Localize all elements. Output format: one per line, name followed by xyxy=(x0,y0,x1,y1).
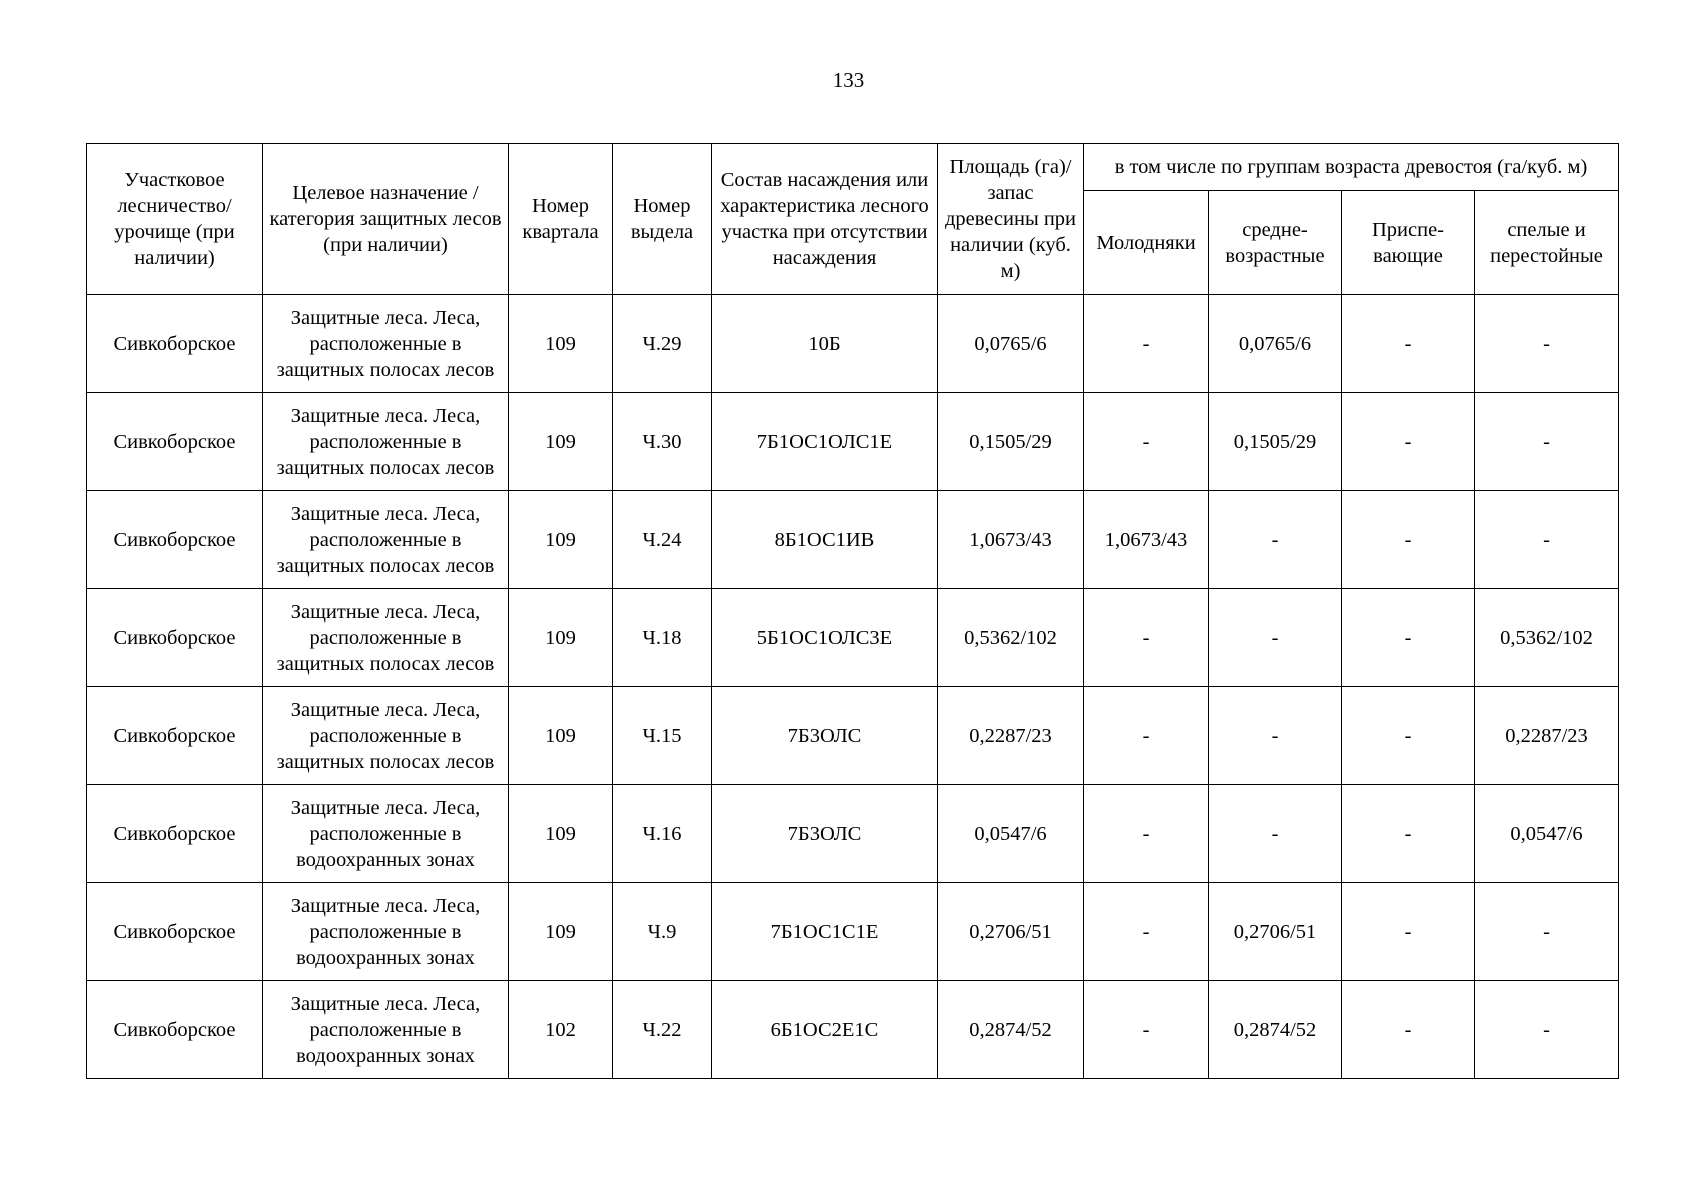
cell-purpose: Защитные леса. Леса, расположенные в защитных полосах лесов xyxy=(263,393,509,491)
cell-area: 0,2287/23 xyxy=(938,687,1084,785)
cell-young: - xyxy=(1084,883,1209,981)
cell-young: - xyxy=(1084,393,1209,491)
cell-purpose: Защитные леса. Леса, расположенные в защитных полосах лесов xyxy=(263,491,509,589)
cell-purpose: Защитные леса. Леса, расположенные в водоохранных зонах xyxy=(263,883,509,981)
cell-allotment: Ч.18 xyxy=(613,589,712,687)
cell-purpose: Защитные леса. Леса, расположенные в водоохранных зонах xyxy=(263,785,509,883)
cell-composition: 5Б1ОС1ОЛС3Е xyxy=(712,589,938,687)
cell-young: 1,0673/43 xyxy=(1084,491,1209,589)
cell-composition: 10Б xyxy=(712,295,938,393)
page-number: 133 xyxy=(832,68,865,92)
cell-quarter: 102 xyxy=(509,981,613,1079)
cell-district: Сивкоборское xyxy=(87,295,263,393)
header-mature: спелые и перестойные xyxy=(1475,191,1619,295)
cell-quarter: 109 xyxy=(509,491,613,589)
cell-premature: - xyxy=(1342,785,1475,883)
cell-middle: - xyxy=(1209,491,1342,589)
cell-quarter: 109 xyxy=(509,785,613,883)
cell-area: 1,0673/43 xyxy=(938,491,1084,589)
cell-allotment: Ч.9 xyxy=(613,883,712,981)
cell-area: 0,0765/6 xyxy=(938,295,1084,393)
cell-allotment: Ч.24 xyxy=(613,491,712,589)
table-row xyxy=(87,981,1619,1079)
header-quarter: Номер квартала xyxy=(509,144,613,295)
cell-premature: - xyxy=(1342,981,1475,1079)
cell-composition: 7Б3ОЛС xyxy=(712,687,938,785)
cell-middle: 0,2874/52 xyxy=(1209,981,1342,1079)
cell-premature: - xyxy=(1342,491,1475,589)
cell-premature: - xyxy=(1342,589,1475,687)
cell-district: Сивкоборское xyxy=(87,785,263,883)
cell-area: 0,1505/29 xyxy=(938,393,1084,491)
cell-young: - xyxy=(1084,687,1209,785)
table-row xyxy=(87,687,1619,785)
cell-young: - xyxy=(1084,295,1209,393)
cell-quarter: 109 xyxy=(509,393,613,491)
header-composition: Состав насаждения или характеристика лесного участка при отсутствии насаждения xyxy=(712,144,938,295)
cell-area: 0,0547/6 xyxy=(938,785,1084,883)
cell-composition: 7Б3ОЛС xyxy=(712,785,938,883)
cell-allotment: Ч.16 xyxy=(613,785,712,883)
header-age-groups: в том числе по группам возраста древостоя (га/куб. м) xyxy=(1084,144,1619,191)
cell-young: - xyxy=(1084,981,1209,1079)
header-allotment: Номер выдела xyxy=(613,144,712,295)
cell-quarter: 109 xyxy=(509,687,613,785)
cell-purpose: Защитные леса. Леса, расположенные в водоохранных зонах xyxy=(263,981,509,1079)
cell-composition: 7Б1ОС1ОЛС1Е xyxy=(712,393,938,491)
cell-district: Сивкоборское xyxy=(87,491,263,589)
header-young: Молодняки xyxy=(1084,191,1209,295)
cell-mature: - xyxy=(1475,393,1619,491)
cell-young: - xyxy=(1084,785,1209,883)
cell-mature: 0,2287/23 xyxy=(1475,687,1619,785)
cell-middle: - xyxy=(1209,785,1342,883)
cell-allotment: Ч.22 xyxy=(613,981,712,1079)
cell-mature: - xyxy=(1475,295,1619,393)
cell-mature: 0,5362/102 xyxy=(1475,589,1619,687)
header-premature: Приспе-вающие xyxy=(1342,191,1475,295)
cell-allotment: Ч.29 xyxy=(613,295,712,393)
cell-district: Сивкоборское xyxy=(87,687,263,785)
cell-mature: - xyxy=(1475,981,1619,1079)
cell-district: Сивкоборское xyxy=(87,883,263,981)
cell-middle: - xyxy=(1209,687,1342,785)
cell-composition: 6Б1ОС2Е1С xyxy=(712,981,938,1079)
cell-area: 0,2874/52 xyxy=(938,981,1084,1079)
cell-district: Сивкоборское xyxy=(87,393,263,491)
cell-allotment: Ч.15 xyxy=(613,687,712,785)
header-middle: средне-возрастные xyxy=(1209,191,1342,295)
table-row xyxy=(87,883,1619,981)
table-row xyxy=(87,393,1619,491)
cell-mature: 0,0547/6 xyxy=(1475,785,1619,883)
cell-district: Сивкоборское xyxy=(87,981,263,1079)
cell-young: - xyxy=(1084,589,1209,687)
cell-middle: 0,0765/6 xyxy=(1209,295,1342,393)
cell-mature: - xyxy=(1475,883,1619,981)
cell-premature: - xyxy=(1342,687,1475,785)
cell-middle: 0,1505/29 xyxy=(1209,393,1342,491)
cell-middle: - xyxy=(1209,589,1342,687)
table-row xyxy=(87,785,1619,883)
cell-quarter: 109 xyxy=(509,883,613,981)
header-purpose: Целевое назначение / категория защитных лесов (при наличии) xyxy=(263,144,509,295)
cell-mature: - xyxy=(1475,491,1619,589)
cell-quarter: 109 xyxy=(509,589,613,687)
cell-purpose: Защитные леса. Леса, расположенные в защитных полосах лесов xyxy=(263,295,509,393)
cell-middle: 0,2706/51 xyxy=(1209,883,1342,981)
cell-composition: 8Б1ОС1ИВ xyxy=(712,491,938,589)
cell-purpose: Защитные леса. Леса, расположенные в защитных полосах лесов xyxy=(263,687,509,785)
forest-plots-table xyxy=(86,143,1619,1079)
cell-premature: - xyxy=(1342,295,1475,393)
cell-composition: 7Б1ОС1С1Е xyxy=(712,883,938,981)
cell-premature: - xyxy=(1342,393,1475,491)
cell-quarter: 109 xyxy=(509,295,613,393)
header-district: Участковое лесничество/ урочище (при наличии) xyxy=(87,144,263,295)
cell-purpose: Защитные леса. Леса, расположенные в защитных полосах лесов xyxy=(263,589,509,687)
table-row xyxy=(87,491,1619,589)
table-row xyxy=(87,589,1619,687)
header-area: Площадь (га)/ запас древесины при наличии (куб. м) xyxy=(938,144,1084,295)
cell-premature: - xyxy=(1342,883,1475,981)
table-row xyxy=(87,295,1619,393)
cell-allotment: Ч.30 xyxy=(613,393,712,491)
cell-district: Сивкоборское xyxy=(87,589,263,687)
cell-area: 0,5362/102 xyxy=(938,589,1084,687)
cell-area: 0,2706/51 xyxy=(938,883,1084,981)
